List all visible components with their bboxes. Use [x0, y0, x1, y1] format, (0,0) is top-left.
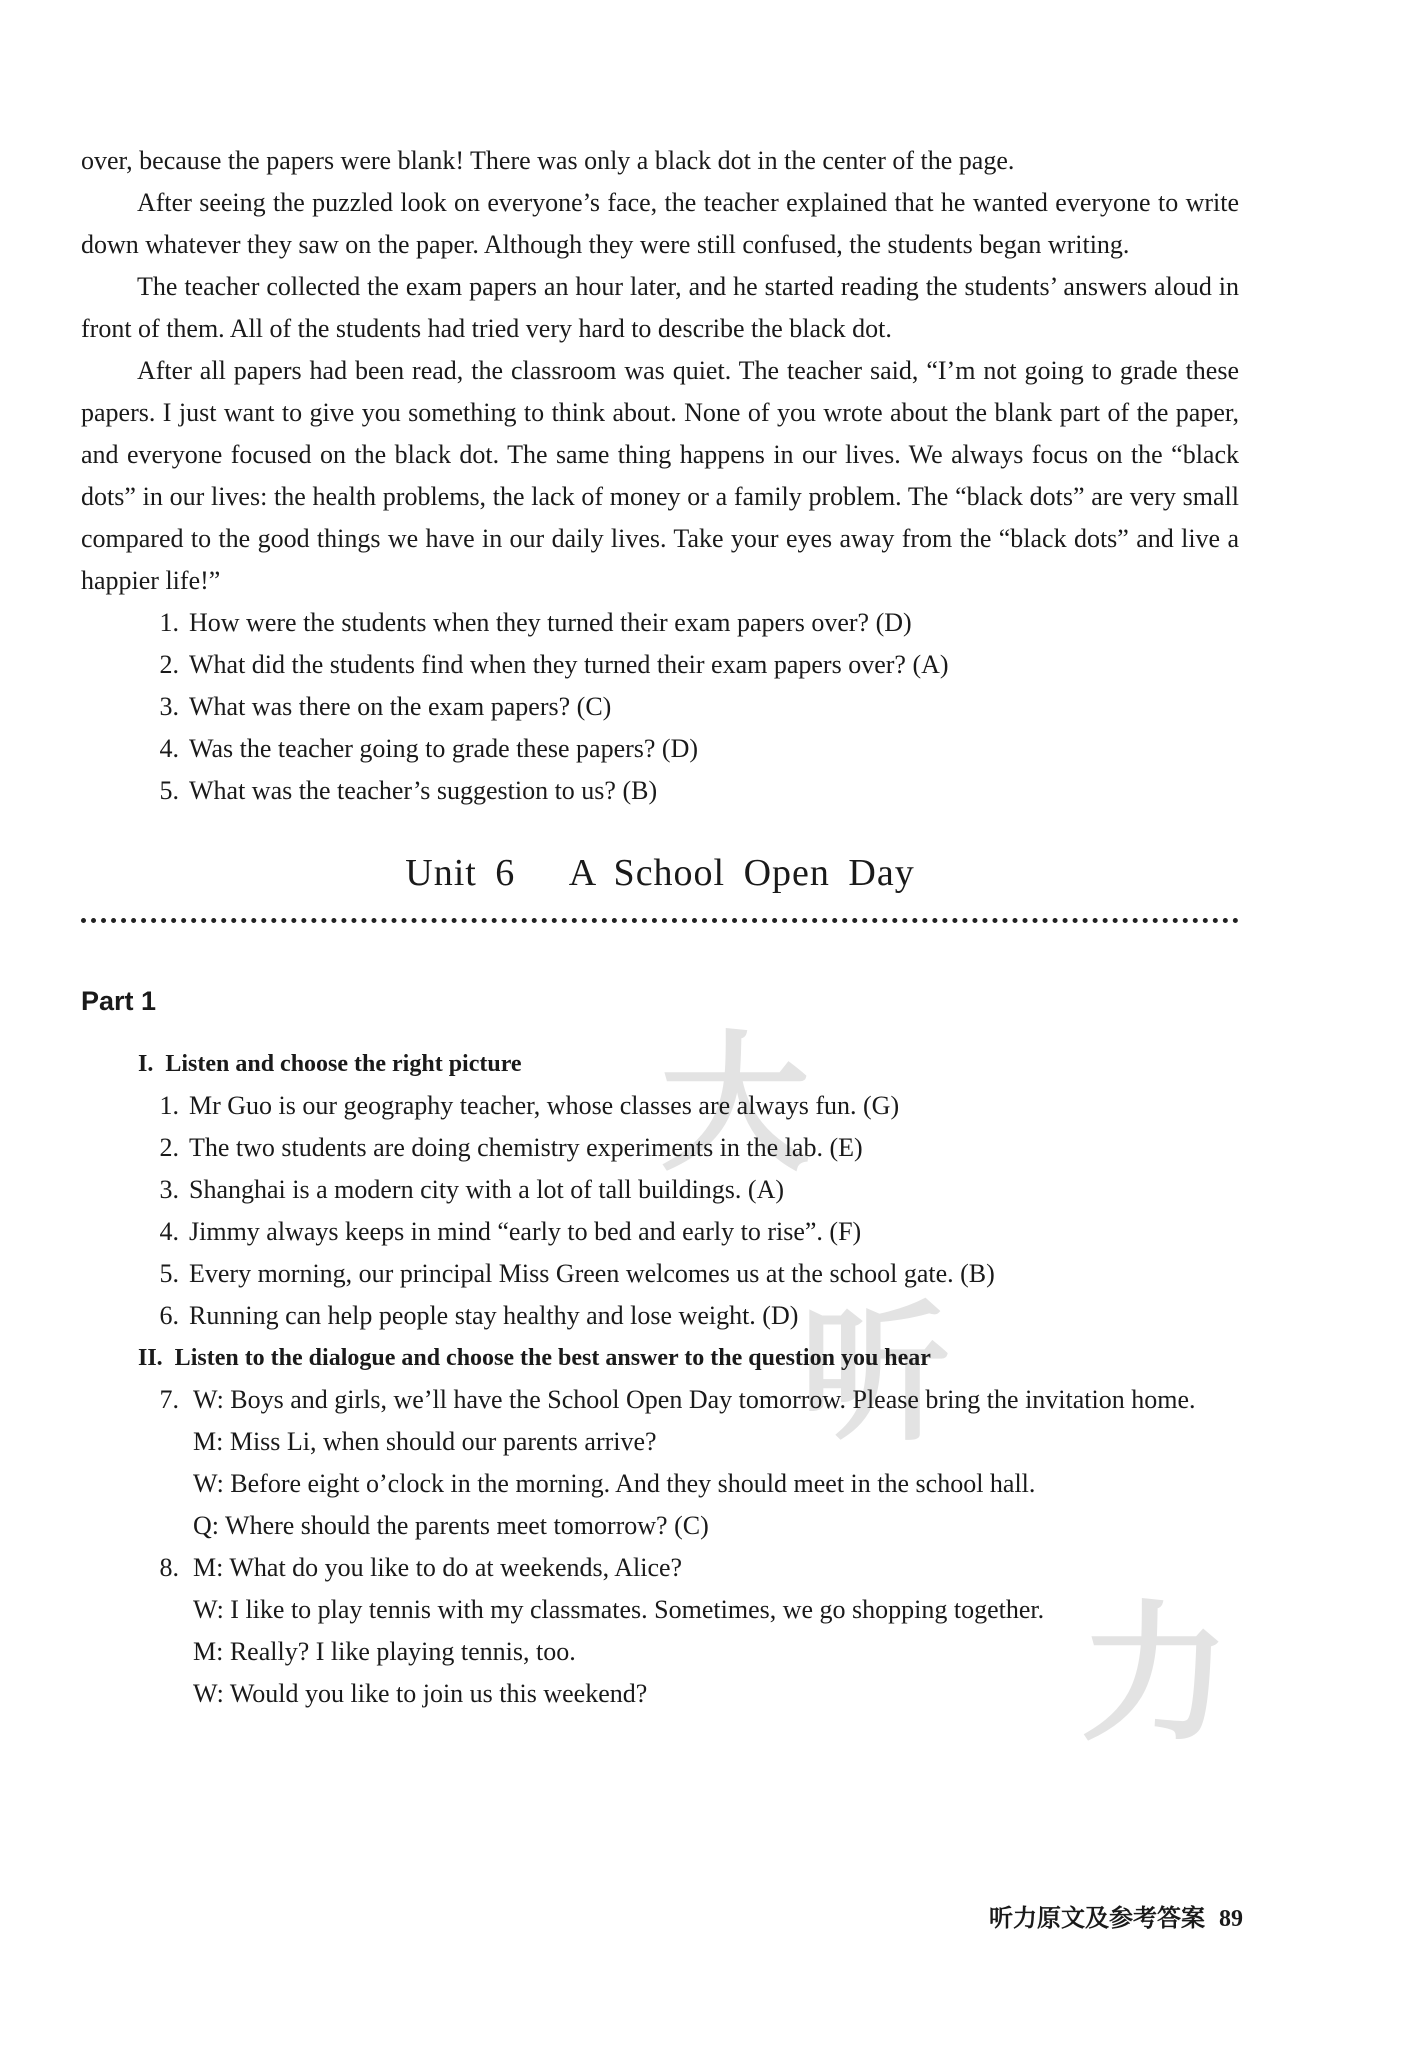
question-number: 1. [159, 608, 179, 637]
item-number: 4. [159, 1217, 179, 1246]
dialogue-number: 8. [159, 1553, 179, 1582]
item-text: Every morning, our principal Miss Green welcomes us at the school gate. (B) [189, 1259, 995, 1288]
dialogue-7 [81, 1379, 1239, 1547]
story-questions [81, 602, 1239, 812]
section-1-item [81, 1169, 1239, 1211]
dialogue-8 [81, 1547, 1239, 1715]
question-number: 4. [159, 734, 179, 763]
section-1-items [81, 1085, 1239, 1337]
watermark-ting: 听 [800, 1288, 951, 1462]
story-paragraph-4: After all papers had been read, the classroom was quiet. The teacher said, “I’m not going to grade these papers. I just want to give you something to think about. None of you wrote about the blank part of the paper, and everyone focused on the black dot. The same thing happens in our lives. We always focus on the “black dots” in our lives: the health problems, the lack of money or a family problem. The “black dots” are very small compared to the good things we have in our daily lives. Take your eyes away from the “black dots” and live a happier life!” [81, 356, 1239, 595]
dialogue-text: W: Boys and girls, we’ll have the School Open Day tomorrow. Please bring the invitation home. [193, 1385, 1196, 1414]
page-number: 89 [1219, 1906, 1243, 1932]
question-text: What was the teacher’s suggestion to us? (B) [189, 776, 658, 805]
item-text: Shanghai is a modern city with a lot of tall buildings. (A) [189, 1175, 785, 1204]
watermark-da: 大 [660, 1018, 811, 1192]
item-number: 2. [159, 1133, 179, 1162]
dialogue-line: W: Would you like to join us this weekend? [193, 1679, 648, 1708]
section-1-item [81, 1085, 1239, 1127]
item-text: Jimmy always keeps in mind “early to bed and early to rise”. (F) [189, 1217, 862, 1246]
section-1-item [81, 1211, 1239, 1253]
dialogue-line: M: Really? I like playing tennis, too. [193, 1637, 576, 1666]
dotted-divider [81, 918, 1239, 923]
dialogue-line: W: Before eight o’clock in the morning. And they should meet in the school hall. [193, 1469, 1036, 1498]
item-number: 5. [159, 1259, 179, 1288]
dialogue-line: M: Miss Li, when should our parents arrive? [193, 1427, 657, 1456]
dialogue-first-line [81, 1547, 1239, 1589]
story-question [81, 770, 1239, 812]
item-number: 3. [159, 1175, 179, 1204]
story-paragraph-3: The teacher collected the exam papers an hour later, and he started reading the students’ answers aloud in front of them. All of the students had tried very hard to describe the black dot. [81, 272, 1239, 343]
section-1-item [81, 1295, 1239, 1337]
item-text: Running can help people stay healthy and lose weight. (D) [189, 1301, 799, 1330]
dialogue-question: Q: Where should the parents meet tomorrow? (C) [193, 1511, 709, 1540]
item-number: 6. [159, 1301, 179, 1330]
dialogue-number: 7. [159, 1385, 179, 1414]
part-title: Part 1 [81, 986, 157, 1016]
watermark-li: 力 [1080, 1588, 1231, 1762]
story-paragraph-1: over, because the papers were blank! There was only a black dot in the center of the page. [81, 146, 1015, 175]
question-text: What did the students find when they turned their exam papers over? (A) [189, 650, 949, 679]
question-text: What was there on the exam papers? (C) [189, 692, 612, 721]
question-number: 5. [159, 776, 179, 805]
dialogue-first-line [81, 1379, 1239, 1421]
footer-label: 听力原文及参考答案 [989, 1904, 1205, 1932]
story-question [81, 728, 1239, 770]
dialogue-text: M: What do you like to do at weekends, Alice? [193, 1553, 683, 1582]
story-question [81, 602, 1239, 644]
section-2-title: II. Listen to the dialogue and choose the best answer to the question you hear [138, 1345, 931, 1371]
section-1-item [81, 1127, 1239, 1169]
story-paragraph-2: After seeing the puzzled look on everyone’s face, the teacher explained that he wanted everyone to write down whatever they saw on the paper. Although they were still confused, the students began writing. [81, 188, 1239, 259]
item-text: Mr Guo is our geography teacher, whose classes are always fun. (G) [189, 1091, 900, 1120]
story-question [81, 644, 1239, 686]
unit-title: Unit 6 A School Open Day [405, 852, 915, 894]
page-footer [989, 1898, 1243, 1933]
dialogue-line: W: I like to play tennis with my classmates. Sometimes, we go shopping together. [193, 1595, 1045, 1624]
item-number: 1. [159, 1091, 179, 1120]
story-question [81, 686, 1239, 728]
question-number: 2. [159, 650, 179, 679]
question-text: How were the students when they turned their exam papers over? (D) [189, 608, 912, 637]
question-number: 3. [159, 692, 179, 721]
document-body [81, 140, 1239, 1715]
question-text: Was the teacher going to grade these papers? (D) [189, 734, 699, 763]
section-1-item [81, 1253, 1239, 1295]
section-1-title: I. Listen and choose the right picture [138, 1051, 522, 1077]
item-text: The two students are doing chemistry experiments in the lab. (E) [189, 1133, 863, 1162]
